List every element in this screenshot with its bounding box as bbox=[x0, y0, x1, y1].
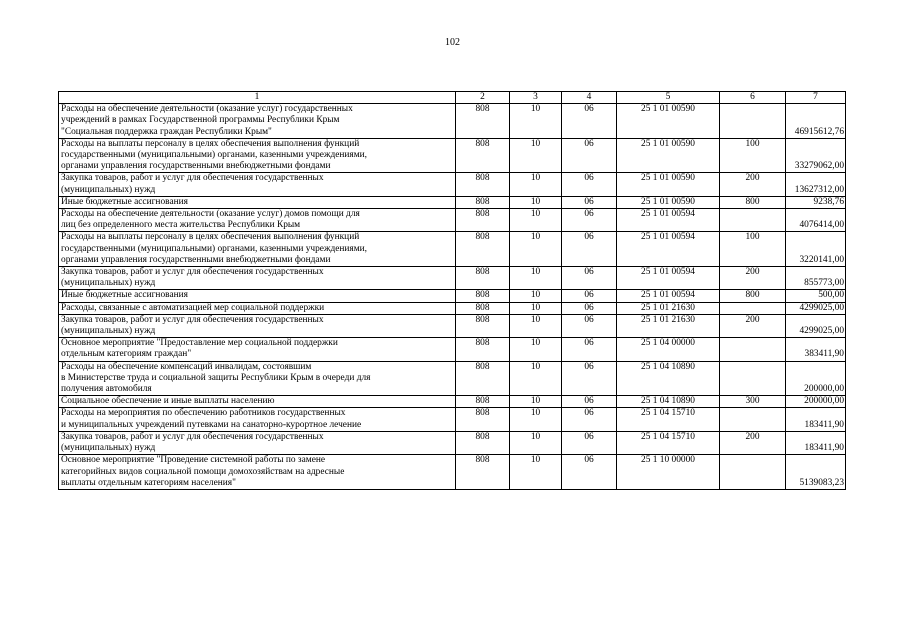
subsection-code-cell: 06 bbox=[562, 104, 617, 139]
section-code-cell: 10 bbox=[510, 302, 562, 314]
expense-name-line: органами управления государственными внебюджетными фондами bbox=[61, 161, 331, 172]
table-row bbox=[59, 196, 846, 208]
expense-name-line: Социальное обеспечение и иные выплаты населению bbox=[61, 396, 275, 407]
expense-name-cell bbox=[59, 302, 456, 314]
expense-name-line: Закупка товаров, работ и услуг для обеспечения государственных bbox=[61, 267, 324, 278]
target-article-cell: 25 1 04 15710 bbox=[617, 431, 720, 454]
subsection-code-cell: 06 bbox=[562, 361, 617, 396]
table-row bbox=[59, 431, 846, 454]
expense-name-cell bbox=[59, 408, 456, 431]
expense-name-line: и муниципальных учреждений путевками на санаторно-курортное лечение bbox=[61, 419, 362, 430]
amount-cell: 3220141,00 bbox=[786, 232, 846, 267]
target-article-cell: 25 1 01 00594 bbox=[617, 232, 720, 267]
target-article-cell: 25 1 01 21630 bbox=[617, 314, 720, 337]
column-header: 7 bbox=[786, 92, 846, 104]
expense-name-line: Расходы на выплаты персоналу в целях обеспечения выполнения функций bbox=[61, 232, 360, 243]
expense-name-line: Расходы, связанные с автоматизацией мер социальной поддержки bbox=[61, 302, 325, 313]
expense-name-line: учреждений в рамках Государственной программы Республики Крым bbox=[61, 115, 340, 126]
section-code-cell: 10 bbox=[510, 396, 562, 408]
target-article-cell: 25 1 01 00590 bbox=[617, 138, 720, 173]
expense-type-cell bbox=[720, 338, 786, 361]
target-article-cell: 25 1 01 00590 bbox=[617, 104, 720, 139]
amount-cell: 4299025,00 bbox=[786, 302, 846, 314]
expense-name-line: Основное мероприятие "Проведение системной работы по замене bbox=[61, 455, 326, 466]
table-row bbox=[59, 209, 846, 232]
subsection-code-cell: 06 bbox=[562, 173, 617, 196]
ministry-code-cell: 808 bbox=[456, 173, 510, 196]
expense-name-cell bbox=[59, 361, 456, 396]
amount-cell: 383411,90 bbox=[786, 338, 846, 361]
column-header: 4 bbox=[562, 92, 617, 104]
subsection-code-cell: 06 bbox=[562, 196, 617, 208]
section-code-cell: 10 bbox=[510, 138, 562, 173]
expense-name-line: получения автомобиля bbox=[61, 384, 152, 395]
expense-name-cell bbox=[59, 290, 456, 302]
ministry-code-cell: 808 bbox=[456, 361, 510, 396]
amount-cell: 4299025,00 bbox=[786, 314, 846, 337]
expense-type-cell bbox=[720, 302, 786, 314]
column-header: 5 bbox=[617, 92, 720, 104]
table-row bbox=[59, 138, 846, 173]
expense-type-cell bbox=[720, 104, 786, 139]
ministry-code-cell: 808 bbox=[456, 209, 510, 232]
expense-name-line: Иные бюджетные ассигнования bbox=[61, 290, 188, 301]
ministry-code-cell: 808 bbox=[456, 314, 510, 337]
target-article-cell: 25 1 04 15710 bbox=[617, 408, 720, 431]
expense-type-cell bbox=[720, 455, 786, 490]
section-code-cell: 10 bbox=[510, 209, 562, 232]
expense-type-cell: 800 bbox=[720, 196, 786, 208]
ministry-code-cell: 808 bbox=[456, 290, 510, 302]
expense-name-line: (муниципальных) нужд bbox=[61, 326, 156, 337]
expense-name-line: Расходы на выплаты персоналу в целях обеспечения выполнения функций bbox=[61, 138, 360, 149]
column-header: 6 bbox=[720, 92, 786, 104]
expense-type-cell: 800 bbox=[720, 290, 786, 302]
expense-name-line: Основное мероприятие "Предоставление мер социальной поддержки bbox=[61, 338, 338, 349]
expense-type-cell bbox=[720, 408, 786, 431]
page-number: 102 bbox=[445, 37, 460, 48]
section-code-cell: 10 bbox=[510, 408, 562, 431]
amount-cell: 33279062,00 bbox=[786, 138, 846, 173]
table-row bbox=[59, 361, 846, 396]
ministry-code-cell: 808 bbox=[456, 338, 510, 361]
subsection-code-cell: 06 bbox=[562, 302, 617, 314]
expense-name-line: в Министерстве труда и социальной защиты Республики Крым в очереди для bbox=[61, 372, 371, 383]
expense-type-cell: 200 bbox=[720, 314, 786, 337]
ministry-code-cell: 808 bbox=[456, 267, 510, 290]
table-row bbox=[59, 267, 846, 290]
section-code-cell: 10 bbox=[510, 267, 562, 290]
column-header: 2 bbox=[456, 92, 510, 104]
subsection-code-cell: 06 bbox=[562, 209, 617, 232]
expense-name-line: (муниципальных) нужд bbox=[61, 184, 156, 195]
table-row bbox=[59, 338, 846, 361]
ministry-code-cell: 808 bbox=[456, 138, 510, 173]
expense-name-cell bbox=[59, 209, 456, 232]
subsection-code-cell: 06 bbox=[562, 338, 617, 361]
expense-name-cell bbox=[59, 196, 456, 208]
table-row bbox=[59, 232, 846, 267]
expense-name-line: Расходы на обеспечение деятельности (оказание услуг) домов помощи для bbox=[61, 209, 360, 220]
table-row bbox=[59, 302, 846, 314]
expense-name-line: Расходы на обеспечение деятельности (оказание услуг) государственных bbox=[61, 104, 353, 115]
expense-name-cell bbox=[59, 138, 456, 173]
target-article-cell: 25 1 01 00590 bbox=[617, 196, 720, 208]
expense-name-line: (муниципальных) нужд bbox=[61, 278, 156, 289]
amount-cell: 5139083,23 bbox=[786, 455, 846, 490]
expense-name-cell bbox=[59, 104, 456, 139]
amount-cell: 183411,90 bbox=[786, 431, 846, 454]
target-article-cell: 25 1 01 00590 bbox=[617, 173, 720, 196]
target-article-cell: 25 1 04 00000 bbox=[617, 338, 720, 361]
amount-cell: 200000,00 bbox=[786, 361, 846, 396]
expense-type-cell: 300 bbox=[720, 396, 786, 408]
table-row bbox=[59, 314, 846, 337]
subsection-code-cell: 06 bbox=[562, 232, 617, 267]
expense-type-cell: 100 bbox=[720, 232, 786, 267]
column-header: 3 bbox=[510, 92, 562, 104]
expense-type-cell: 200 bbox=[720, 173, 786, 196]
expense-name-line: Расходы на обеспечение компенсаций инвалидам, состоявшим bbox=[61, 361, 312, 372]
subsection-code-cell: 06 bbox=[562, 408, 617, 431]
section-code-cell: 10 bbox=[510, 104, 562, 139]
expense-name-cell bbox=[59, 173, 456, 196]
amount-cell: 183411,90 bbox=[786, 408, 846, 431]
expense-name-line: отдельным категориям граждан" bbox=[61, 349, 192, 360]
amount-cell: 855773,00 bbox=[786, 267, 846, 290]
section-code-cell: 10 bbox=[510, 173, 562, 196]
subsection-code-cell: 06 bbox=[562, 314, 617, 337]
ministry-code-cell: 808 bbox=[456, 431, 510, 454]
amount-cell: 200000,00 bbox=[786, 396, 846, 408]
expense-type-cell: 200 bbox=[720, 431, 786, 454]
target-article-cell: 25 1 01 00594 bbox=[617, 290, 720, 302]
expense-name-line: выплаты отдельным категориям населения" bbox=[61, 477, 236, 488]
section-code-cell: 10 bbox=[510, 314, 562, 337]
subsection-code-cell: 06 bbox=[562, 290, 617, 302]
target-article-cell: 25 1 04 10890 bbox=[617, 361, 720, 396]
ministry-code-cell: 808 bbox=[456, 104, 510, 139]
subsection-code-cell: 06 bbox=[562, 431, 617, 454]
amount-cell: 46915612,76 bbox=[786, 104, 846, 139]
expense-name-line: государственными (муниципальными) органами, казенными учреждениями, bbox=[61, 150, 368, 161]
target-article-cell: 25 1 10 00000 bbox=[617, 455, 720, 490]
expense-name-line: Закупка товаров, работ и услуг для обеспечения государственных bbox=[61, 314, 324, 325]
expense-name-cell bbox=[59, 396, 456, 408]
table-row bbox=[59, 408, 846, 431]
table-row bbox=[59, 173, 846, 196]
expense-name-line: Иные бюджетные ассигнования bbox=[61, 196, 188, 207]
section-code-cell: 10 bbox=[510, 232, 562, 267]
expense-name-line: категорийных видов социальной помощи домохозяйствам на адресные bbox=[61, 466, 345, 477]
subsection-code-cell: 06 bbox=[562, 396, 617, 408]
section-code-cell: 10 bbox=[510, 431, 562, 454]
amount-cell: 13627312,00 bbox=[786, 173, 846, 196]
expense-type-cell bbox=[720, 209, 786, 232]
table-row bbox=[59, 455, 846, 490]
ministry-code-cell: 808 bbox=[456, 196, 510, 208]
expense-name-line: "Социальная поддержка граждан Республики Крым" bbox=[61, 126, 272, 137]
ministry-code-cell: 808 bbox=[456, 396, 510, 408]
expense-name-line: (муниципальных) нужд bbox=[61, 443, 156, 454]
target-article-cell: 25 1 01 21630 bbox=[617, 302, 720, 314]
ministry-code-cell: 808 bbox=[456, 408, 510, 431]
expense-type-cell: 100 bbox=[720, 138, 786, 173]
target-article-cell: 25 1 01 00594 bbox=[617, 267, 720, 290]
amount-cell: 500,00 bbox=[786, 290, 846, 302]
subsection-code-cell: 06 bbox=[562, 455, 617, 490]
expense-name-cell bbox=[59, 455, 456, 490]
expense-name-line: лиц без определенного места жительства Республики Крым bbox=[61, 220, 301, 231]
ministry-code-cell: 808 bbox=[456, 455, 510, 490]
section-code-cell: 10 bbox=[510, 196, 562, 208]
table-row bbox=[59, 290, 846, 302]
target-article-cell: 25 1 04 10890 bbox=[617, 396, 720, 408]
expense-name-line: государственными (муниципальными) органами, казенными учреждениями, bbox=[61, 243, 368, 254]
column-header: 1 bbox=[59, 92, 456, 104]
table-row bbox=[59, 104, 846, 139]
expense-name-line: Закупка товаров, работ и услуг для обеспечения государственных bbox=[61, 431, 324, 442]
section-code-cell: 10 bbox=[510, 338, 562, 361]
section-code-cell: 10 bbox=[510, 455, 562, 490]
target-article-cell: 25 1 01 00594 bbox=[617, 209, 720, 232]
expense-type-cell bbox=[720, 361, 786, 396]
table-row bbox=[59, 396, 846, 408]
table-header-row bbox=[59, 92, 846, 104]
expense-type-cell: 200 bbox=[720, 267, 786, 290]
amount-cell: 9238,76 bbox=[786, 196, 846, 208]
subsection-code-cell: 06 bbox=[562, 267, 617, 290]
ministry-code-cell: 808 bbox=[456, 232, 510, 267]
expense-name-cell bbox=[59, 431, 456, 454]
amount-cell: 4076414,00 bbox=[786, 209, 846, 232]
expense-name-cell bbox=[59, 267, 456, 290]
ministry-code-cell: 808 bbox=[456, 302, 510, 314]
expense-name-cell bbox=[59, 232, 456, 267]
section-code-cell: 10 bbox=[510, 290, 562, 302]
budget-table bbox=[58, 91, 846, 490]
subsection-code-cell: 06 bbox=[562, 138, 617, 173]
section-code-cell: 10 bbox=[510, 361, 562, 396]
expense-name-cell bbox=[59, 314, 456, 337]
expense-name-line: органами управления государственными внебюджетными фондами bbox=[61, 254, 331, 265]
expense-name-cell bbox=[59, 338, 456, 361]
expense-name-line: Закупка товаров, работ и услуг для обеспечения государственных bbox=[61, 173, 324, 184]
expense-name-line: Расходы на мероприятия по обеспечению работников государственных bbox=[61, 408, 346, 419]
